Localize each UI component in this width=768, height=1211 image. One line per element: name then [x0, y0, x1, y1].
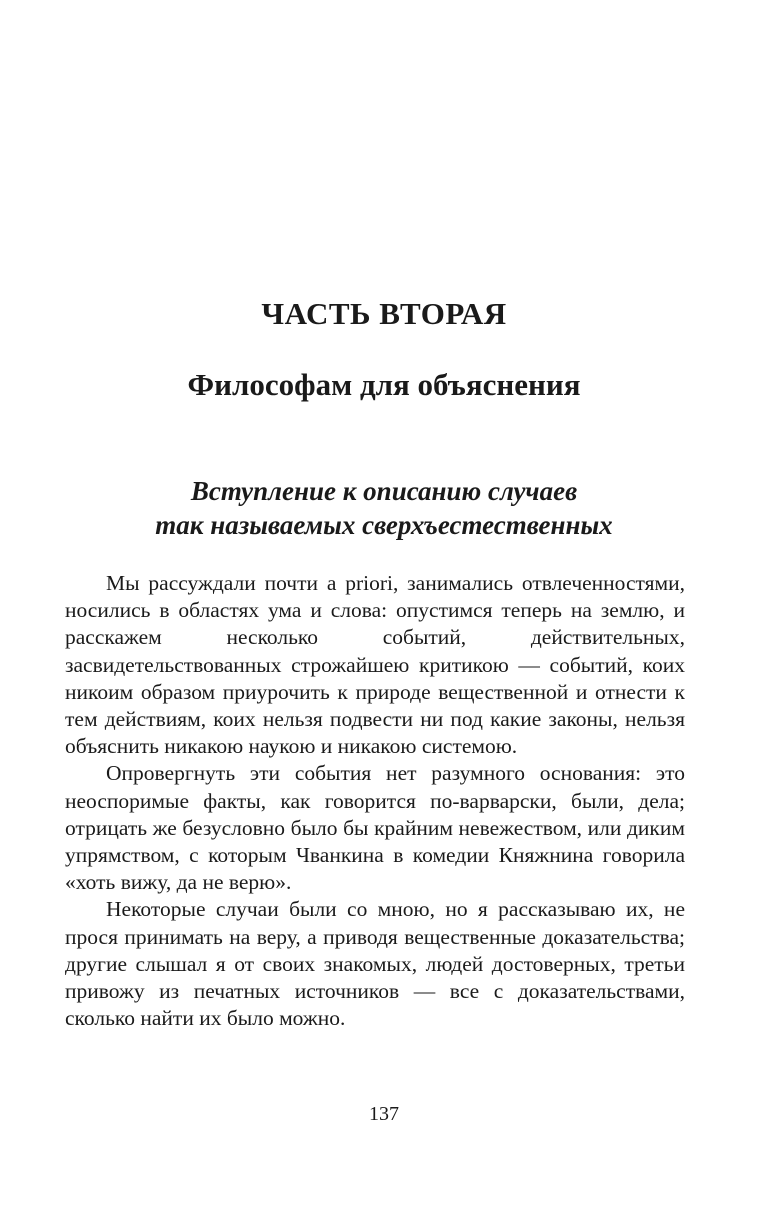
section-title — [0, 474, 768, 542]
paragraph-2: Опровергнуть эти события нет разумного основания: это неоспоримые факты, как говорится по-варварски, были, дела; отрицать же безусловно было бы крайним невежеством, или диким упрямством, с которым Чванкина в комедии Княжнина говорила «хоть вижу, да не верю». — [65, 761, 685, 895]
paragraph-3: Некоторые случаи были со мною, но я рассказываю их, не прося принимать на веру, а приводя вещественные доказательства; другие слышал я от своих знакомых, людей достоверных, третьи привожу из печатных источников — все с доказательствами, сколько найти их было можно. — [65, 897, 685, 1031]
body-text — [65, 570, 685, 1032]
section-title-line-2: так называемых сверхъестественных — [155, 510, 613, 540]
section-title-line-1: Вступление к описанию случаев — [190, 476, 578, 506]
paragraph-1: Мы рассуждали почти a priori, занимались отвлеченностями, носились в областях ума и слова: опустимся теперь на землю, и расскажем несколько событий, действительных, засвидетельствованных строжайшею критикою — событий, коих никоим образом приурочить к природе вещественной и отнести к тем действиям, коих нельзя подвести ни под какие законы, нельзя объяснить никакою наукою и никакою системою. — [65, 571, 685, 759]
part-subtitle: Философам для объяснения — [187, 367, 581, 402]
page-number: 137 — [369, 1103, 399, 1125]
part-title: ЧАСТЬ ВТОРАЯ — [261, 296, 507, 331]
